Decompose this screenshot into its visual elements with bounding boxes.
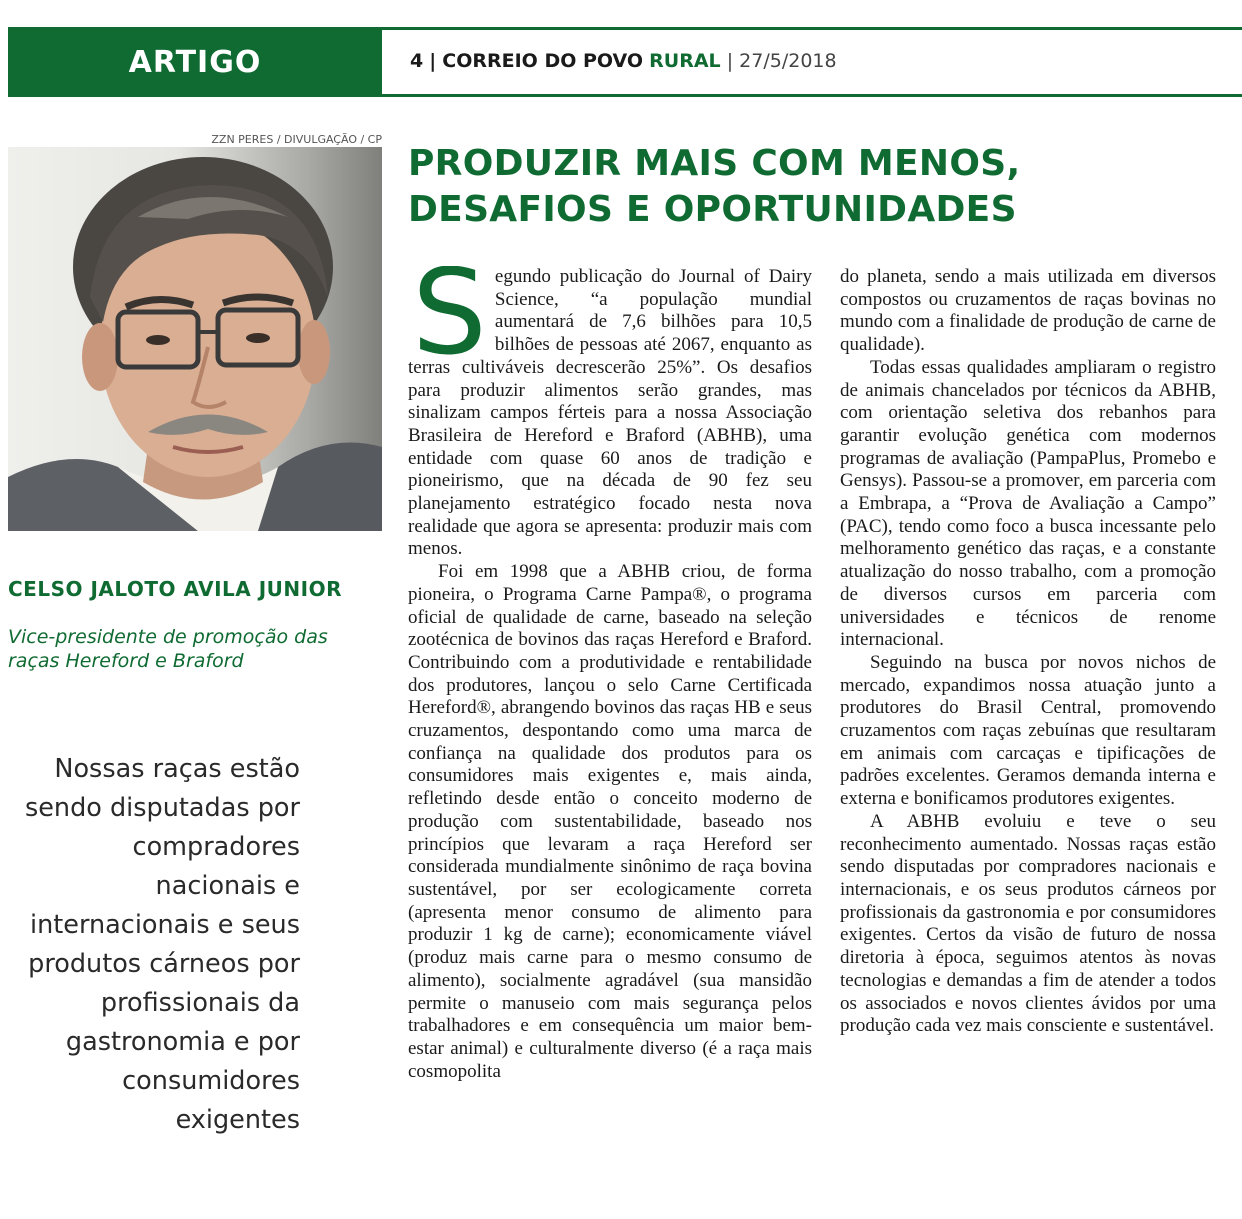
article-column-2 bbox=[840, 266, 1216, 1182]
photo-credit: ZZN PERES / DIVULGAÇÃO / CP bbox=[211, 133, 382, 146]
portrait-illustration bbox=[8, 147, 382, 531]
article-paragraph: Foi em 1998 que a ABHB criou, de forma pioneira, o Programa Carne Pampa®, o programa oficial de qualidade de carne, baseado na seleção zootécnica de bovinos das raças Hereford e Braford. Contribuindo com a produtividade e rentabilidade dos produtores, lançou o selo Carne Certificada Hereford®, abrangendo bovinos das raças HB e seus cruzamentos, despontando como uma marca de confiança na qualidade dos produtos para os consumidores mais exigentes e, mais ainda, refletindo desde então o conceito moderno de produção com sustentabilidade, baseado nos princípios que levaram a raça Hereford ser considerada mundialmente sinônimo de raça bovina sustentável, por ser ecologicamente correta (apresenta menor consumo de alimento para produzir 1 kg de carne); economicamente viável (produz mais carne para o mesmo consumo de alimento), socialmente agradável (sua mansidão permite o manuseio com mais segurança pelos trabalhadores e em consequência um maior bem-estar animal) e culturalmente diverso (é a raça mais cosmopolita bbox=[408, 561, 812, 1082]
masthead-separator: | bbox=[429, 50, 437, 72]
date-separator: | bbox=[726, 50, 734, 72]
article-headline: PRODUZIR MAIS COM MENOS, DESAFIOS E OPORTUNIDADES bbox=[408, 143, 1021, 230]
page-number: 4 bbox=[410, 50, 424, 72]
author-photo bbox=[8, 147, 382, 531]
masthead-line bbox=[410, 50, 837, 72]
publication-name: CORREIO DO POVO bbox=[442, 50, 644, 72]
article-paragraph: egundo publicação do Journal of Dairy Science, “a população mundial aumentará de 7,6 bilhões para 10,5 bilhões de pessoas até 2067, enquanto as terras cultiváveis decrescerão 25%”. Os desafios para produzir alimentos serão grandes, mas sinalizam campos férteis para a nossa Associação Brasileira de Hereford e Braford (ABHB), uma entidade com quase 60 anos de tradição e pioneirismo, que na década de 90 fez seu planejamento estratégico focado nesta nova realidade que agora se apresenta: produzir mais com menos. bbox=[408, 266, 812, 560]
article-paragraph: Todas essas qualidades ampliaram o registro de animais chancelados por técnicos da ABHB, com orientação seletiva dos rebanhos para garantir evolução genética com modernos programas de avaliação (PampaPlus, Promebo e Gensys). Passou-se a promover, em parceria com a Embrapa, a “Prova de Avaliação a Campo” (PAC), tendo como foco a busca incessante pelo melhoramento genético das raças, e a constante atualização do nosso trabalho, com a promoção de diversos cursos em parceria com universidades e técnicos de renome internacional. bbox=[840, 356, 1216, 651]
section-tag bbox=[8, 27, 382, 97]
article-paragraph: do planeta, sendo a mais utilizada em diversos compostos ou cruzamentos de raças bovinas no mundo com a finalidade de produção de carne de qualidade). bbox=[840, 266, 1216, 356]
section-label: ARTIGO bbox=[128, 44, 262, 80]
publication-date: 27/5/2018 bbox=[739, 50, 837, 72]
author-name: CELSO JALOTO AVILA JUNIOR bbox=[8, 577, 343, 601]
drop-cap: S bbox=[412, 266, 487, 381]
author-role: Vice-presidente de promoção das raças Hereford e Braford bbox=[8, 626, 328, 672]
article-paragraph: Seguindo na busca por novos nichos de mercado, expandimos nossa atuação junto a produtores do Brasil Central, promovendo cruzamentos com raças zebuínas que resultaram em animais com carcaças e tipificações de padrões excelentes. Geramos demanda interna e externa e bonificamos produtores exigentes. bbox=[840, 651, 1216, 810]
article-paragraph: A ABHB evoluiu e teve o seu reconhecimento aumentado. Nossas raças estão sendo disputadas por compradores nacionais e internacionais, e os seus produtos cárneos por profissionais da gastronomia e por consumidores exigentes. Certos da visão de futuro de nossa diretoria à época, seguimos atentos às novas tecnologias e demandas a fim de atender a todos os associados e novos clientes ávidos por uma produção cada vez mais consciente e sustentável. bbox=[840, 810, 1216, 1037]
article-column-1 bbox=[408, 266, 812, 1182]
publication-suffix: RURAL bbox=[649, 50, 721, 72]
masthead bbox=[382, 27, 1242, 97]
pull-quote: Nossas raças estão sendo disputadas por compradores nacionais e internacionais e seus produtos cárneos por profissionais da gastronomia e por consumidores exigentes bbox=[24, 754, 300, 1135]
